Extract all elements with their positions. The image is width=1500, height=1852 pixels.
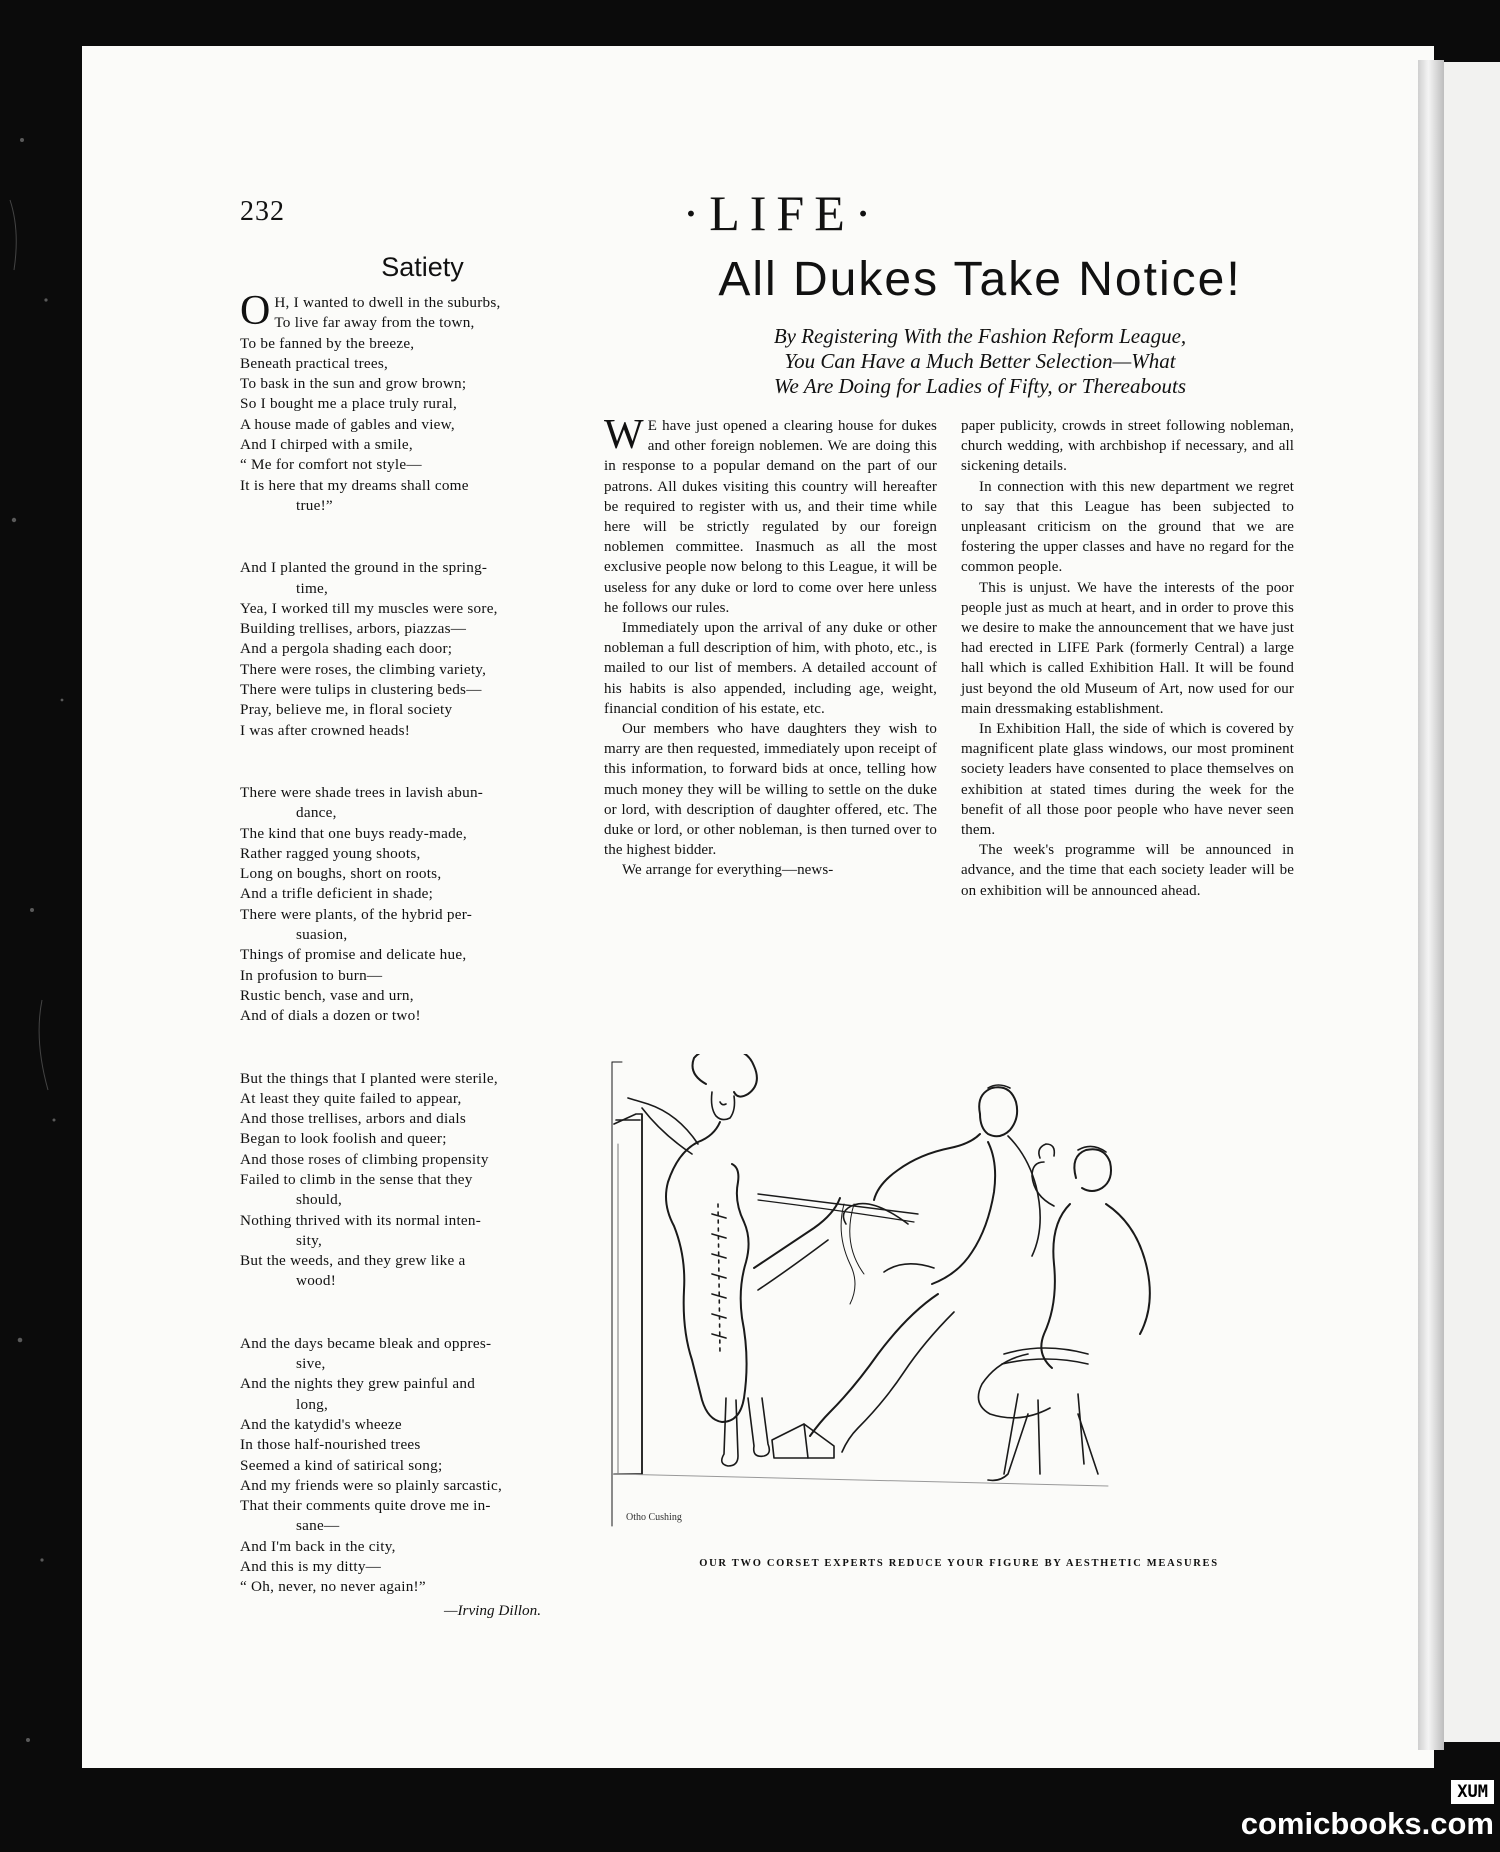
article-paragraph: paper publicity, crowds in street following nobleman, church wedding, with archbishop if necessary, and all sickening details. — [961, 418, 1294, 475]
poem-line: And this is my ditty— — [240, 1558, 382, 1576]
poem-line: And those roses of climbing propensity — [240, 1150, 489, 1168]
poem-line: Began to look foolish and queer; — [240, 1130, 447, 1148]
article-paragraph: We arrange for everything—news- — [622, 862, 834, 879]
poem-line: At least they quite failed to appear, — [240, 1089, 462, 1107]
poem-line: But the weeds, and they grew like a — [240, 1252, 466, 1270]
poem-line: A house made of gables and view, — [240, 415, 455, 433]
poem-line: Rustic bench, vase and urn, — [240, 986, 414, 1004]
poem-line: And of dials a dozen or two! — [240, 1007, 421, 1025]
poem-line: In those half-nourished trees — [240, 1436, 421, 1454]
poem-stanza — [240, 1069, 575, 1292]
poem-line: dance, — [296, 804, 337, 822]
poem-line: time, — [296, 579, 329, 597]
artist-signature: Otho Cushing — [626, 1512, 682, 1523]
poem-line: “ Oh, never, no never again!” — [240, 1578, 426, 1596]
article-paragraph: In Exhibition Hall, the side of which is covered by magnificent plate glass windows, our most prominent society leaders have consented to place themselves on exhibition at stated times during the week for the benefit of all those poor people who have never seen them. — [961, 721, 1294, 839]
poem-line: sity, — [296, 1231, 323, 1249]
poem-line: Long on boughs, short on roots, — [240, 865, 442, 883]
poem-line: H, I wanted to dwell in the suburbs, — [274, 294, 501, 311]
poem — [240, 252, 575, 1620]
poem-line: And a trifle deficient in shade; — [240, 885, 434, 903]
poem-line: Failed to climb in the sense that they — [240, 1170, 473, 1188]
poem-line: And a pergola shading each door; — [240, 640, 453, 658]
poem-line: Beneath practical trees, — [240, 354, 389, 372]
poem-line: long, — [296, 1395, 329, 1413]
poem-line: Seemed a kind of satirical song; — [240, 1456, 443, 1474]
article-paragraph: E have just opened a clearing house for dukes and other foreign noblemen. We are doing this in response to a popular demand on the part of our patrons. All dukes visiting this country will hereafter be required to register with us, and their time while here will be strictly regulated by our foreign noblemen committee. Inasmuch as all the most exclusive people now belong to this League, it will be useless for any duke or lord to come over here unless he follows our rules. — [604, 418, 937, 616]
poem-line: That their comments quite drove me in- — [240, 1497, 491, 1515]
page-number: 232 — [240, 196, 285, 227]
subhead-line: We Are Doing for Ladies of Fifty, or Thereabouts — [773, 374, 1187, 398]
article-title: All Dukes Take Notice! — [718, 253, 1242, 306]
page-edge — [1418, 60, 1444, 1750]
article-column-1 — [604, 412, 937, 881]
watermark — [1234, 1780, 1500, 1844]
poem-line: And the nights they grew painful and — [240, 1375, 476, 1393]
poem-line: suasion, — [296, 926, 348, 944]
poem-line: There were shade trees in lavish abun- — [240, 783, 484, 801]
poem-line: There were tulips in clustering beds— — [240, 681, 482, 699]
masthead: ·LIFE· — [682, 185, 882, 241]
poem-line: There were plants, of the hybrid per- — [240, 905, 473, 923]
article-dropcap: W — [604, 412, 644, 458]
poem-line: In profusion to burn— — [240, 966, 383, 984]
poem-line: There were roses, the climbing variety, — [240, 660, 487, 678]
poem-line: And my friends were so plainly sarcastic, — [240, 1476, 503, 1494]
poem-line: But the things that I planted were sterile, — [240, 1069, 498, 1087]
poem-line: And those trellises, arbors and dials — [240, 1110, 467, 1128]
next-page-sliver — [1444, 62, 1500, 1742]
article-paragraph: Immediately upon the arrival of any duke or other nobleman a full description of him, with photo, etc., is mailed to our list of members. A detailed account of his habits is also appended, including age, weight, financial condition of his estate, etc. — [604, 620, 937, 717]
poem-dropcap: O — [240, 288, 271, 334]
poem-line: wood! — [296, 1272, 337, 1290]
poem-line: It is here that my dreams shall come — [240, 476, 469, 494]
poem-line: To bask in the sun and grow brown; — [240, 375, 467, 393]
article-column-2 — [961, 416, 1294, 901]
subhead-line: You Can Have a Much Better Selection—What — [784, 349, 1176, 373]
poem-line: “ Me for comfort not style— — [240, 456, 422, 474]
poem-title: Satiety — [381, 252, 464, 282]
poem-line: And I chirped with a smile, — [240, 436, 413, 454]
article-paragraph: In connection with this new department we regret to say that this League has been subjected to unpleasant criticism on the ground that we are fostering the upper classes and have no regard for the common people. — [961, 478, 1294, 576]
poem-stanza — [240, 288, 575, 516]
poem-author: —Irving Dillon. — [443, 1601, 541, 1619]
poem-line: Rather ragged young shoots, — [240, 844, 421, 862]
illustration-caption: OUR TWO CORSET EXPERTS REDUCE YOUR FIGURE BY AESTHETIC MEASURES — [699, 1558, 1219, 1569]
scan-border-noise — [2, 0, 82, 1852]
poem-stanzas — [240, 288, 575, 1598]
corset-experts-illustration — [608, 1054, 1310, 1534]
poem-line: To live far away from the town, — [274, 314, 475, 332]
article-paragraph: Our members who have daughters they wish to marry are then requested, immediately upon receipt of this information, to forward bids at once, telling how much money they will be willing to settle on the duke or lord, with description of daughter offered, etc. The duke or lord, or other nobleman, is then turned over to the highest bidder. — [604, 721, 937, 859]
poem-line: Things of promise and delicate hue, — [240, 946, 467, 964]
poem-line: To be fanned by the breeze, — [240, 334, 415, 352]
article-paragraph: This is unjust. We have the interests of the poor people just as much at heart, and in order to prove this we desire to make the announcement that we have just had erected in LIFE Park (formerly Central) a large hall which is called Exhibition Hall. It will be found just beyond the old Museum of Art, now used for our main dressmaking establishment. — [961, 579, 1294, 717]
poem-line: sane— — [296, 1517, 340, 1535]
watermark-text: comicbooks.com — [1240, 1806, 1494, 1841]
poem-line: And the days became bleak and oppres- — [240, 1334, 492, 1352]
poem-line: Nothing thrived with its normal inten- — [240, 1211, 482, 1229]
poem-stanza — [240, 783, 575, 1027]
watermark-logo: XUM — [1451, 1780, 1494, 1804]
poem-stanza — [240, 1334, 575, 1598]
poem-line: I was after crowned heads! — [240, 721, 411, 739]
article-paragraph: The week's programme will be announced in advance, and the time that each society leader will be on exhibition will be announced ahead. — [961, 842, 1294, 899]
poem-line: The kind that one buys ready-made, — [240, 824, 467, 842]
poem-line: Pray, believe me, in floral society — [240, 701, 453, 719]
poem-line: true!” — [296, 496, 333, 514]
poem-line: should, — [296, 1191, 343, 1209]
subhead-line: By Registering With the Fashion Reform League, — [773, 324, 1187, 348]
poem-line: And I'm back in the city, — [240, 1537, 396, 1555]
poem-line: And I planted the ground in the spring- — [240, 559, 488, 577]
poem-line: Building trellises, arbors, piazzas— — [240, 620, 467, 638]
poem-line: And the katydid's wheeze — [240, 1415, 402, 1433]
poem-line: sive, — [296, 1355, 326, 1373]
article-subhead — [640, 324, 1320, 399]
poem-line: Yea, I worked till my muscles were sore, — [240, 599, 498, 617]
poem-line: So I bought me a place truly rural, — [240, 395, 458, 413]
poem-stanza — [240, 558, 575, 741]
